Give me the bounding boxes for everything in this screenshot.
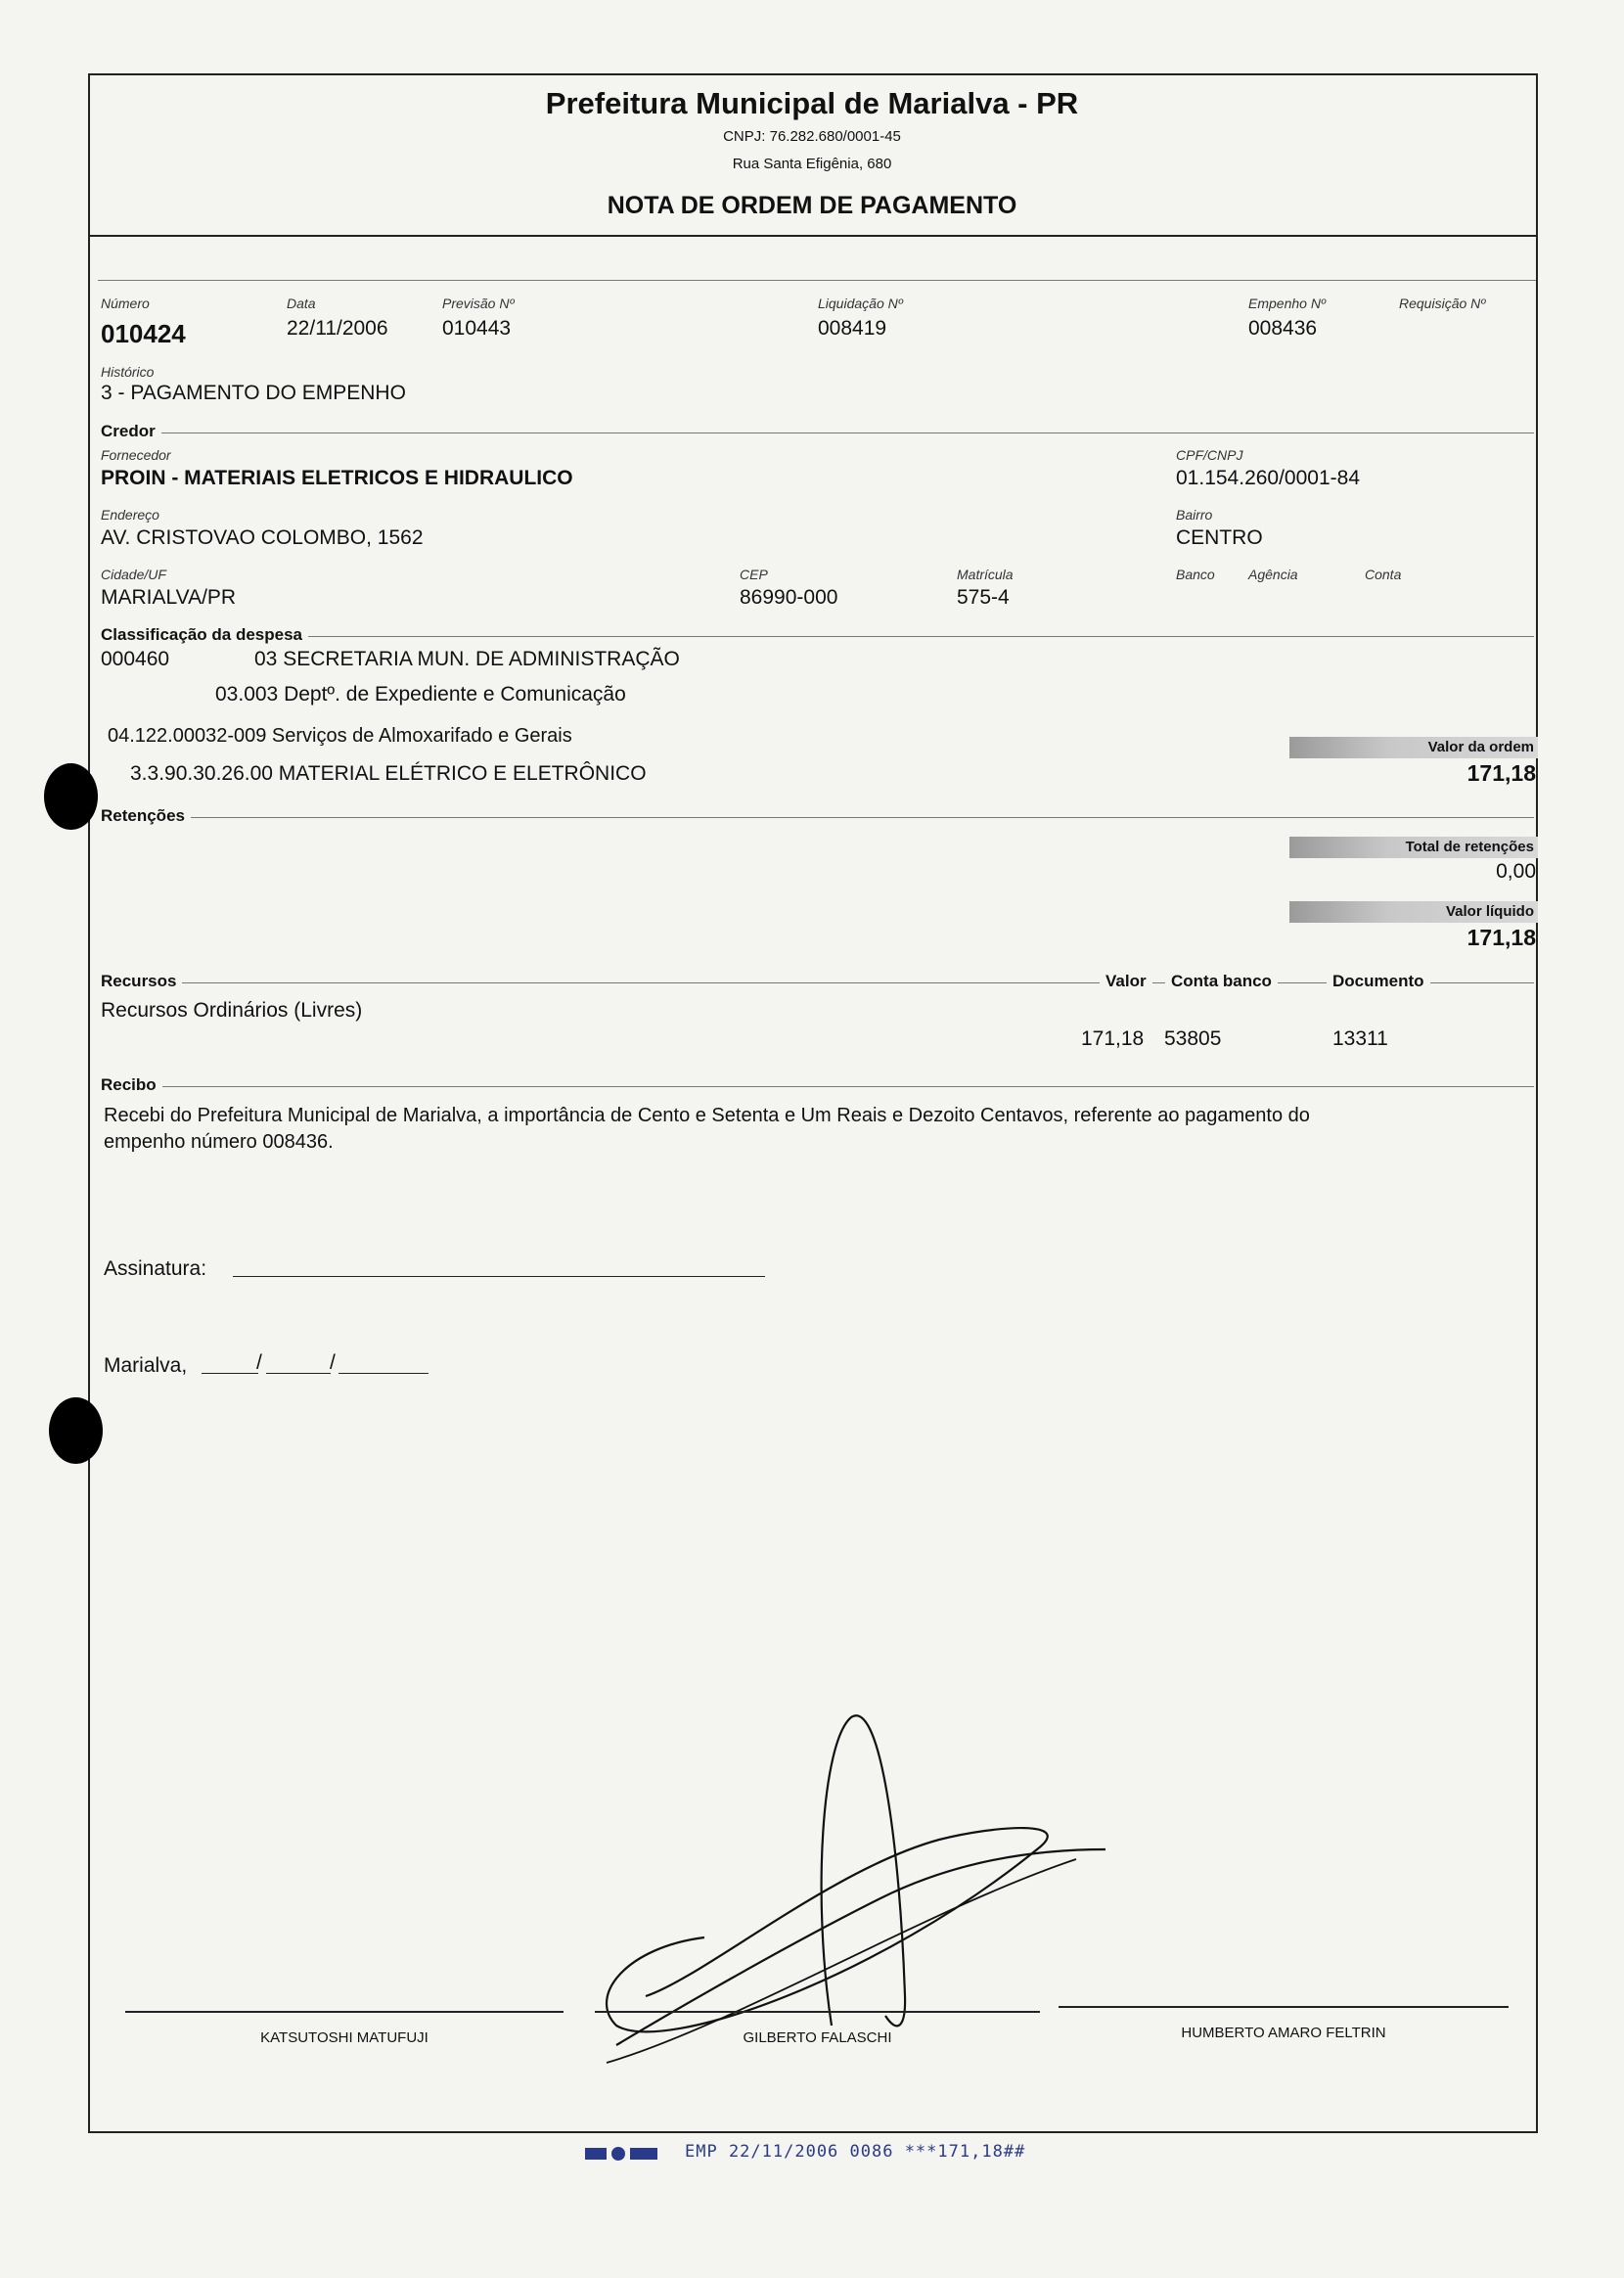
bairro-value: CENTRO — [1176, 526, 1263, 549]
recursos-documento: 13311 — [1332, 1027, 1388, 1050]
document-title: NOTA DE ORDEM DE PAGAMENTO — [607, 192, 1017, 219]
signature-name-3: HUMBERTO AMARO FELTRIN — [1181, 2025, 1386, 2041]
agencia-label: Agência — [1248, 567, 1298, 582]
classificacao-line — [101, 636, 1534, 637]
signature-line-1 — [125, 2011, 564, 2013]
signature-line-2 — [595, 2011, 1040, 2013]
classificacao-secretaria: 03 SECRETARIA MUN. DE ADMINISTRAÇÃO — [254, 648, 680, 670]
recibo-text-line-1: Recebi do Prefeitura Municipal de Marialva, a importância de Cento e Setenta e Um Reais e Dezoito Centavos, referente ao pagamento do — [104, 1105, 1310, 1126]
date-slash-2: / — [330, 1351, 336, 1374]
handwritten-signature — [587, 1703, 1135, 2074]
retencoes-section-title: Retenções — [101, 806, 191, 826]
recursos-valor-header: Valor — [1100, 972, 1152, 991]
recursos-conta: 53805 — [1164, 1027, 1222, 1050]
recibo-line — [101, 1086, 1534, 1087]
numero-value: 010424 — [101, 319, 186, 348]
valor-liquido-value: 171,18 — [1466, 925, 1536, 950]
recursos-valor: 171,18 — [1081, 1027, 1145, 1050]
data-label: Data — [287, 296, 316, 311]
cidade-label: Cidade/UF — [101, 567, 166, 582]
header-cnpj: CNPJ: 76.282.680/0001-45 — [723, 128, 901, 145]
signature-line-3 — [1059, 2006, 1509, 2008]
recursos-documento-header: Documento — [1327, 972, 1430, 991]
page-title: Prefeitura Municipal de Marialva - PR — [545, 86, 1079, 120]
recursos-section-title: Recursos — [101, 972, 182, 991]
endereco-value: AV. CRISTOVAO COLOMBO, 1562 — [101, 526, 424, 549]
historico-value: 3 - PAGAMENTO DO EMPENHO — [101, 382, 406, 404]
cep-label: CEP — [740, 567, 768, 582]
classificacao-section-title: Classificação da despesa — [101, 625, 308, 645]
punch-hole-top — [44, 763, 98, 830]
assinatura-label: Assinatura: — [104, 1257, 207, 1280]
conta-label: Conta — [1365, 567, 1402, 582]
cpf-label: CPF/CNPJ — [1176, 447, 1243, 463]
date-month-line[interactable] — [266, 1373, 331, 1374]
assinatura-line[interactable] — [233, 1276, 765, 1277]
liquidacao-value: 008419 — [818, 317, 887, 340]
footer-stamp-text: EMP 22/11/2006 0086 ***171,18## — [685, 2142, 1026, 2162]
cidade-value: MARIALVA/PR — [101, 586, 237, 609]
previsao-value: 010443 — [442, 317, 512, 340]
historico-label: Histórico — [101, 364, 155, 380]
signature-name-1: KATSUTOSHI MATUFUJI — [260, 2029, 429, 2046]
previsao-label: Previsão Nº — [442, 296, 515, 311]
fornecedor-value: PROIN - MATERIAIS ELETRICOS E HIDRAULICO — [101, 467, 573, 489]
liquidacao-label: Liquidação Nº — [818, 296, 903, 311]
classificacao-code: 000460 — [101, 648, 170, 670]
punch-hole-bottom — [49, 1397, 103, 1464]
valor-ordem-value: 171,18 — [1466, 760, 1536, 786]
total-retencoes-value: 0,00 — [1496, 860, 1536, 883]
credor-section-title: Credor — [101, 422, 161, 441]
footer-stamp-logo — [585, 2145, 661, 2163]
signature-name-2: GILBERTO FALASCHI — [743, 2029, 892, 2046]
retencoes-line — [101, 817, 1534, 818]
matricula-label: Matrícula — [957, 567, 1014, 582]
empenho-value: 008436 — [1248, 317, 1318, 340]
recursos-conta-header: Conta banco — [1165, 972, 1278, 991]
cpf-value: 01.154.260/0001-84 — [1176, 467, 1361, 489]
recibo-section-title: Recibo — [101, 1075, 162, 1095]
header-address: Rua Santa Efigênia, 680 — [732, 156, 892, 172]
bairro-label: Bairro — [1176, 507, 1213, 523]
requisicao-label: Requisição Nº — [1399, 296, 1486, 311]
banco-label: Banco — [1176, 567, 1215, 582]
numero-label: Número — [101, 296, 150, 311]
recursos-line — [101, 982, 1534, 983]
local-data-label: Marialva, — [104, 1354, 188, 1377]
date-slash-1: / — [256, 1351, 262, 1374]
data-value: 22/11/2006 — [287, 317, 388, 340]
header-divider-2 — [98, 280, 1536, 281]
matricula-value: 575-4 — [957, 586, 1010, 609]
header-divider — [89, 235, 1537, 237]
cep-value: 86990-000 — [740, 586, 838, 609]
total-retencoes-label: Total de retenções — [1289, 837, 1538, 858]
classificacao-elemento: 3.3.90.30.26.00 MATERIAL ELÉTRICO E ELETRÔNICO — [130, 762, 647, 785]
fornecedor-label: Fornecedor — [101, 447, 171, 463]
classificacao-programa: 04.122.00032-009 Serviços de Almoxarifado e Gerais — [108, 725, 572, 747]
date-day-line[interactable] — [202, 1373, 258, 1374]
recursos-fonte: Recursos Ordinários (Livres) — [101, 999, 363, 1022]
endereco-label: Endereço — [101, 507, 159, 523]
empenho-label: Empenho Nº — [1248, 296, 1327, 311]
date-year-line[interactable] — [338, 1373, 429, 1374]
stamp-logo-icon — [585, 2145, 661, 2163]
valor-ordem-label: Valor da ordem — [1289, 737, 1538, 758]
classificacao-departamento: 03.003 Deptº. de Expediente e Comunicação — [215, 683, 626, 706]
valor-liquido-label: Valor líquido — [1289, 901, 1538, 923]
recibo-text-line-2: empenho número 008436. — [104, 1131, 334, 1153]
